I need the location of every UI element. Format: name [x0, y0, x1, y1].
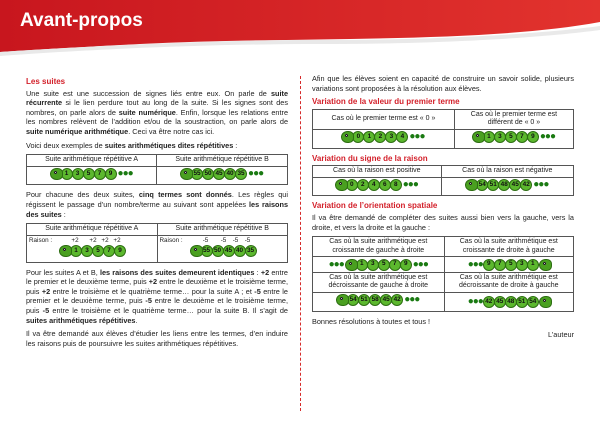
right-column — [312, 74, 574, 340]
paragraph-orientation: Il va être demandé de compléter des suites aussi bien vers la gauche, vers la droite, et vers la droite et la gauche : — [312, 213, 574, 232]
col-header-a: Suite arithmétique répétitive A — [27, 155, 157, 166]
caterpillar-b: 55 50 45 40 35 ●●● — [157, 166, 288, 185]
caterpillar-inc-lr: ●●● 1 3 5 7 9 ●●● — [313, 257, 445, 273]
case-nonzero: Cas où le premier terme est différent de « 0 » — [454, 109, 573, 129]
header-banner — [0, 0, 600, 56]
case-dec-lr: Cas où la suite arithmétique est décroissante de gauche à droite — [313, 273, 445, 293]
case-dec-rl: Cas où la suite arithmétique est décroissante de droite à gauche — [444, 273, 574, 293]
caterpillar-inc-rl: ●●● 9 7 5 3 1 — [444, 257, 574, 273]
caterpillar-head-icon — [50, 168, 63, 180]
caterpillar-head-icon — [472, 131, 485, 143]
paragraph-task: Il va être demandé aux élèves d’étudier les liens entre les termes, d’en induire les raisons puis de poursuivre les suites arithmétiques répétitives. — [26, 329, 288, 348]
col-header-b: Suite arithmétique répétitive B — [157, 155, 288, 166]
caterpillar-head-icon — [336, 294, 349, 306]
page-title: Avant-propos — [20, 10, 143, 31]
case-inc-lr: Cas où la suite arithmétique est croissante de gauche à droite — [313, 237, 445, 257]
reason-cell-b: Raison : -5 -5 -5 -5 55 50 45 40 35 — [157, 235, 288, 262]
case-negative: Cas où la raison est négative — [441, 166, 573, 177]
caterpillar-head-icon — [539, 259, 552, 271]
reason-cell-a: Raison : +2 +2 +2 +2 1 3 5 7 9 — [27, 235, 158, 262]
caterpillar-dec-rl: ●●● 42 45 48 51 54 — [444, 292, 574, 311]
heading-first-term: Variation de la valeur du premier terme — [312, 97, 460, 107]
case-inc-rl: Cas où la suite arithmétique est croissante de droite à gauche — [444, 237, 574, 257]
col-header-b: Suite arithmétique répétitive B — [157, 224, 288, 235]
caterpillar-head-icon — [335, 179, 348, 191]
caterpillar-nonzero: 1 3 5 7 9 ●●● — [454, 129, 573, 148]
paragraph-intro: Une suite est une succession de signes liés entre eux. On parle de suite récurrente si le lien perdure tout au long de la suite. Si les signes sont des nombres, on parle alors de suite numérique. Enfin, lorsque les relations entre les nombres relèvent de l’addition et/ou de la soustraction, on parle alors de suite numérique arithmétique. Ceci va être notre cas ici. — [26, 88, 289, 136]
table-sign — [312, 165, 574, 196]
left-column — [26, 74, 288, 352]
caterpillar-head-icon — [59, 245, 72, 257]
caterpillar-zero: 0 1 2 3 4 ●●● — [313, 129, 455, 148]
caterpillar-head-icon — [341, 131, 354, 143]
caterpillar-negative: 54 51 48 45 42 ●●● — [441, 177, 573, 196]
caterpillar-head-icon — [465, 179, 478, 191]
table-orientation — [312, 236, 574, 312]
caterpillar-head-icon — [190, 245, 203, 257]
caterpillar-positive: 0 2 4 6 8 ●●● — [313, 177, 442, 196]
caterpillar-head-icon — [345, 259, 358, 271]
case-positive: Cas où la raison est positive — [313, 166, 442, 177]
table-first-term — [312, 109, 574, 149]
heading-sign: Variation du signe de la raison — [312, 153, 428, 163]
paragraph-examples: Voici deux exemples de suites arithmétiques dites répétitives : — [26, 140, 238, 150]
caterpillar-a: 1 3 5 7 9 ●●● — [27, 166, 157, 185]
table-reasons — [26, 223, 288, 262]
paragraph-explanation: Pour les suites A et B, les raisons des suites demeurent identiques : +2 entre le premier et le deuxième terme, puis +2 entre le deuxième et le troisième terme, puis +2 entre le troisième et le quatrième terme… pour la suite A ; et -5 entre le premier et le deuxième terme, puis -5 entre le deuxième et le troisième terme, puis -5 entre le troisième et le quatrième terme… pour la suite B. Il s’agit de suites arithmétiques répétitives. — [26, 267, 288, 325]
paragraph-variations: Afin que les élèves soient en capacité de construire un savoir solide, plusieurs variations sont proposées à la résolution aux élèves. — [312, 74, 574, 93]
caterpillar-head-icon — [180, 168, 193, 180]
caterpillar-head-icon — [539, 296, 552, 308]
heading-orientation: Variation de l’orientation spatiale — [312, 201, 438, 211]
heading-les-suites: Les suites — [26, 77, 66, 86]
table-example-sequences — [26, 154, 288, 185]
caterpillar-dec-lr: 54 51 58 45 42 ●●● — [313, 292, 445, 311]
col-header-a: Suite arithmétique répétitive A — [27, 224, 158, 235]
column-divider — [300, 76, 301, 411]
paragraph-reasons: Pour chacune des deux suites, cinq termes sont donnés. Les règles qui régissent le passage d’un nombre/terme au suivant sont appelées les raisons des suites : — [26, 190, 288, 219]
paragraph-closing: Bonnes résolutions à toutes et tous ! — [312, 316, 431, 326]
author-signature: L’auteur — [548, 330, 574, 340]
case-zero: Cas où le premier terme est « 0 » — [313, 109, 455, 129]
